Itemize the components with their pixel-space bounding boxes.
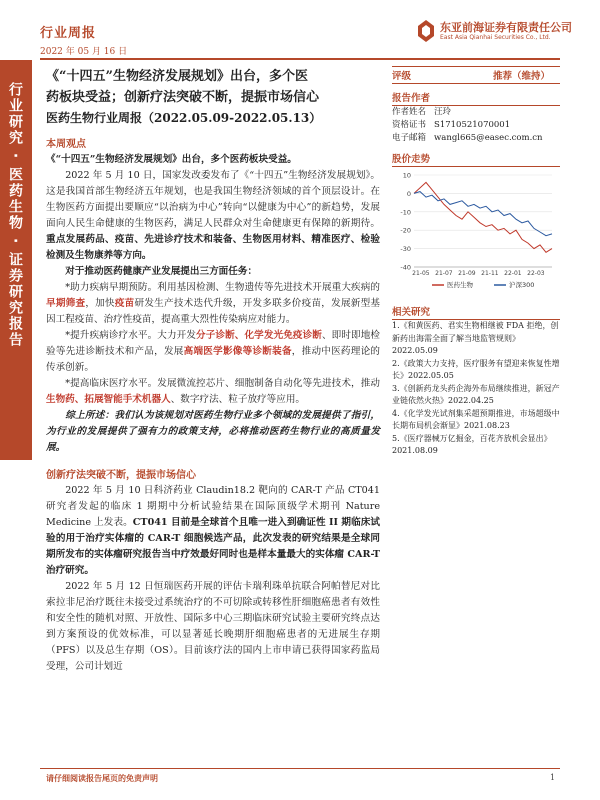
s1-paragraph-3: *助力疾病早期预防。利用基因检测、生物遗传等先进技术开展重大疾病的早期筛查，加快疫苗研发生产技术迭代升级，开发多联多价疫苗，发展新型基因工程疫苗、治疗性疫苗，提高重大烈性传染病应对能力。 xyxy=(46,282,381,325)
viewpoint-heading: 本周观点 xyxy=(46,139,86,150)
analyst-heading: 报告作者 xyxy=(392,90,560,106)
logo-en-text: East Asia Qianhai Securities Co., Ltd. xyxy=(440,34,551,41)
analyst-field-value: wangl665@easec.com.cn xyxy=(434,133,543,143)
s2-heading: 创新疗法突破不断，提振市场信心 xyxy=(46,470,196,481)
related-item[interactable]: 1.《和黄医药、君实生物相继被 FDA 拒绝，创新药出海需全面了解当地监管规则》2022.05.09 xyxy=(392,321,559,355)
main-content xyxy=(46,66,380,675)
header-rule xyxy=(40,58,560,60)
related-item[interactable]: 3.《创新药龙头药企海外布局继续推进，新冠产业链依然火热》2022.04.25 xyxy=(392,383,560,405)
page-number: 1 xyxy=(550,773,556,782)
title-line-3: 医药生物行业周报（2022.05.09-2022.05.13） xyxy=(46,111,322,125)
footer-rule xyxy=(40,768,560,769)
analyst-field-label: 作者姓名 xyxy=(392,107,427,117)
x-tick-label: 21-07 xyxy=(435,270,453,277)
s1-paragraph-2: 对于推动医药健康产业发展提出三方面任务： xyxy=(65,266,258,277)
s1-heading: 《“十四五”生物经济发展规划》出台，多个医药板块受益。 xyxy=(46,154,297,165)
y-tick-label: -40 xyxy=(400,263,411,272)
report-date: 2022 年 05 月 16 日 xyxy=(40,47,128,57)
analyst-row xyxy=(392,132,560,145)
x-tick-label: 21-05 xyxy=(412,270,430,277)
related-item[interactable]: 4.《化学发光试剂集采超预期推进，市场超级中长期布局机会渐显》2021.08.23 xyxy=(392,408,560,430)
rating-value: 推荐（维持） xyxy=(492,71,550,82)
x-tick-label: 21-11 xyxy=(481,270,499,277)
analyst-field-value: S1710521070001 xyxy=(434,120,511,130)
y-tick-label: -10 xyxy=(400,208,411,217)
series-line-1 xyxy=(414,192,552,236)
related-research-list xyxy=(392,320,560,458)
s1-paragraph-4: *提升疾病诊疗水平。大力开发分子诊断、化学发光免疫诊断、即时即地检验等先进诊断技术和产品，发展高端医学影像等诊断装备，推动中医药理论的传承创新。 xyxy=(46,330,381,373)
s1-summary: 综上所述：我们认为该规划对医药生物行业多个领域的发展提供了指引，为行业的发展提供了强有力的政策支持，必将推动医药生物行业的高质量发展。 xyxy=(46,410,380,453)
rating-label: 评级 xyxy=(392,71,412,82)
related-item[interactable]: 5.《医疗器械万亿掘金，百花齐放机会显出》2021.08.09 xyxy=(392,433,552,455)
y-tick-label: -30 xyxy=(400,245,411,254)
title-line-2: 药板块受益；创新疗法突破不断，提振市场信心 xyxy=(46,90,320,105)
analyst-field-label: 电子邮箱 xyxy=(392,133,427,143)
s1-paragraph-5: *提高临床医疗水平。发展微流控芯片、细胞制备自动化等先进技术，推动生物药、拓展智能手术机器人、数字疗法、粒子放疗等应用。 xyxy=(46,378,380,405)
s2-paragraph-1: 2022 年 5 月 10 日科济药业 Claudin18.2 靶向的 CAR-T 产品 CT041 研究者发起的临床 1 期期中分析试验结果在国际顶级学术期刊 Nature Medicine 上发表。CT041 目前是全球首个且唯一进入到确证性 II 期临床试验的用于治疗实体瘤的 CAR-T 细胞候选产品，此次发表的研究结果是全球同期所发布的实体瘤研究报告当中疗效最好同时也是样本量最大的实体瘤 CAR-T 治疗研究。 xyxy=(46,485,381,576)
analyst-field-value: 汪玲 xyxy=(434,107,452,117)
s1-paragraph-1: 2022 年 5 月 10 日，国家发改委发布了《“十四五”生物经济发展规划》。这是我国首部生物经济五年规划，也是我国生物经济领域的首个顶层设计。在生物医药方面提出要顺应“以治病为中心”转向“以健康为中心”的新趋势，发展面向人民生命健康的生物医药，满足人民群众对生命健康更有保障的新期待。重点发展药品、疫苗、先进诊疗技术和装备、生物医用材料、精准医疗、检验检测及生物康养等方向。 xyxy=(46,170,380,261)
x-tick-label: 22-03 xyxy=(527,270,545,277)
analyst-info xyxy=(392,106,560,145)
company-logo xyxy=(418,18,572,48)
y-tick-label: -20 xyxy=(400,226,411,235)
logo-mark-icon xyxy=(418,20,434,42)
legend-label: 沪深300 xyxy=(509,281,535,289)
y-tick-label: 10 xyxy=(402,171,411,180)
title-line-1: 《“十四五”生物经济发展规划》出台，多个医 xyxy=(46,69,308,84)
legend-label: 医药生物 xyxy=(447,281,473,289)
s2-paragraph-2: 2022 年 5 月 12 日恒瑞医药开展的评估卡瑞利珠单抗联合阿帕替尼对比索拉非尼治疗既往未接受过系统治疗的不可切除或转移性肝细胞癌患者有效性和安全性的随机对照、开放性、国际多中心三期临床研究试验主要研究终点达到方案预设的优效标准，可以显著延长晚期肝细胞癌患者的无进展生存期（PFS）以及总生存期（OS）。目前该疗法的国内上市申请已获得国家药监局受理，公司计划近 xyxy=(46,581,380,672)
rating-bar xyxy=(392,66,560,84)
report-type-title: 行业周报 xyxy=(40,26,97,41)
logo-cn-text: 东亚前海证券有限责任公司 xyxy=(440,21,572,34)
disclaimer-note: 请仔细阅读报告尾页的免责声明 xyxy=(46,773,158,783)
series-line-0 xyxy=(414,182,552,252)
stock-chart-heading: 股价走势 xyxy=(392,151,560,167)
analyst-row xyxy=(392,119,560,132)
analyst-field-label: 资格证书 xyxy=(392,120,427,130)
related-heading: 相关研究 xyxy=(392,304,560,320)
x-tick-label: 21-09 xyxy=(458,270,476,277)
analyst-row xyxy=(392,106,560,119)
sidebar-label: 行业研究 · 医药生物 · 证券研究报告 xyxy=(7,82,23,349)
document-title xyxy=(46,66,380,129)
side-panel xyxy=(392,66,560,458)
y-tick-label: 0 xyxy=(406,189,411,198)
x-tick-label: 22-01 xyxy=(504,270,522,277)
stock-price-chart xyxy=(392,167,560,297)
related-item[interactable]: 2.《政策大力支持，医疗服务有望迎来恢复性增长》2022.05.05 xyxy=(392,358,560,380)
category-sidebar xyxy=(0,60,32,460)
